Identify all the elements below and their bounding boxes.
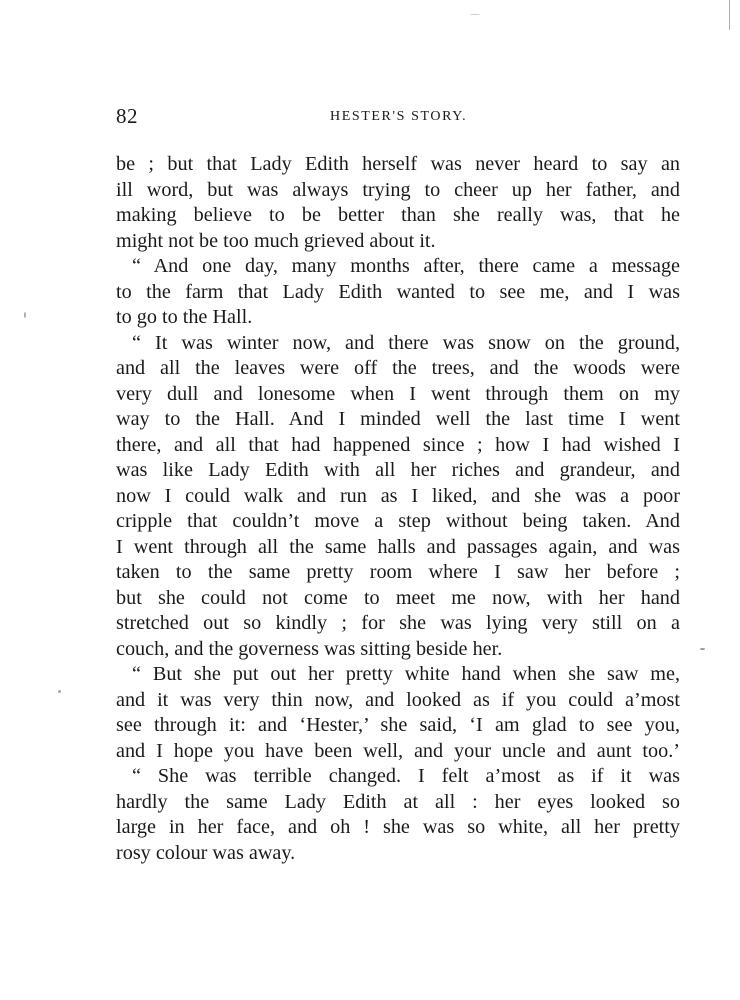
page-header: [116, 104, 680, 132]
text-line: and all the leaves were off the trees, and the woods were: [116, 357, 680, 379]
text-line: now I could walk and run as I liked, and she was a poor: [116, 484, 680, 507]
text-line: be ; but that Lady Edith herself was never heard to say an: [116, 153, 680, 175]
text-line: making believe to be better than she really was, that he: [116, 204, 680, 226]
text-line: taken to the same pretty room where I saw her before ;: [116, 561, 680, 583]
text-line: and I hope you have been well, and your uncle and aunt too.’: [116, 739, 680, 762]
body-text: [116, 152, 680, 866]
paper-speck: [470, 14, 480, 15]
text-line: to the farm that Lady Edith wanted to see me, and I was: [116, 280, 680, 303]
text-line: “ She was terrible changed. I felt a’most as if it was: [132, 765, 680, 787]
text-line: rosy colour was away.: [116, 841, 296, 864]
text-line: very dull and lonesome when I went through them on my: [116, 382, 680, 405]
text-line: might not be too much grieved about it.: [116, 229, 436, 252]
text-line: there, and all that had happened since ; how I had wished I: [116, 433, 680, 456]
text-line: see through it: and ‘Hester,’ she said, ‘I am glad to see you,: [116, 714, 680, 736]
paragraph: [116, 662, 680, 764]
text-line: and it was very thin now, and looked as if you could a’most: [116, 688, 680, 711]
paragraph: [116, 152, 680, 254]
text-line: large in her face, and oh ! she was so white, all her pretty: [116, 816, 680, 838]
paragraph: [116, 764, 680, 866]
paper-speck: [24, 312, 26, 318]
running-title: HESTER'S STORY.: [330, 109, 468, 124]
text-line: couch, and the governess was sitting beside her.: [116, 637, 503, 660]
text-line: way to the Hall. And I minded well the last time I went: [116, 408, 680, 430]
text-line: “ And one day, many months after, there came a message: [132, 255, 680, 277]
text-line: was like Lady Edith with all her riches and grandeur, and: [116, 459, 680, 481]
text-line: I went through all the same halls and passages again, and was: [116, 535, 680, 558]
text-line: cripple that couldn’t move a step without being taken. And: [116, 510, 680, 532]
paragraph: [116, 331, 680, 663]
paper-speck: [58, 690, 61, 693]
text-line: “ It was winter now, and there was snow on the ground,: [132, 331, 680, 354]
text-line: ill word, but was always trying to cheer up her father, and: [116, 178, 680, 201]
text-line: but she could not come to meet me now, with her hand: [116, 586, 680, 609]
text-line: to go to the Hall.: [116, 306, 253, 328]
text-line: “ But she put out her pretty white hand when she saw me,: [132, 663, 680, 685]
text-line: hardly the same Lady Edith at all : her eyes looked so: [116, 790, 680, 813]
page-edge-mark: [729, 0, 738, 30]
page-number: 82: [116, 104, 138, 128]
text-line: stretched out so kindly ; for she was lying very still on a: [116, 612, 680, 634]
paragraph: [116, 254, 680, 331]
paper-speck: [700, 648, 705, 650]
